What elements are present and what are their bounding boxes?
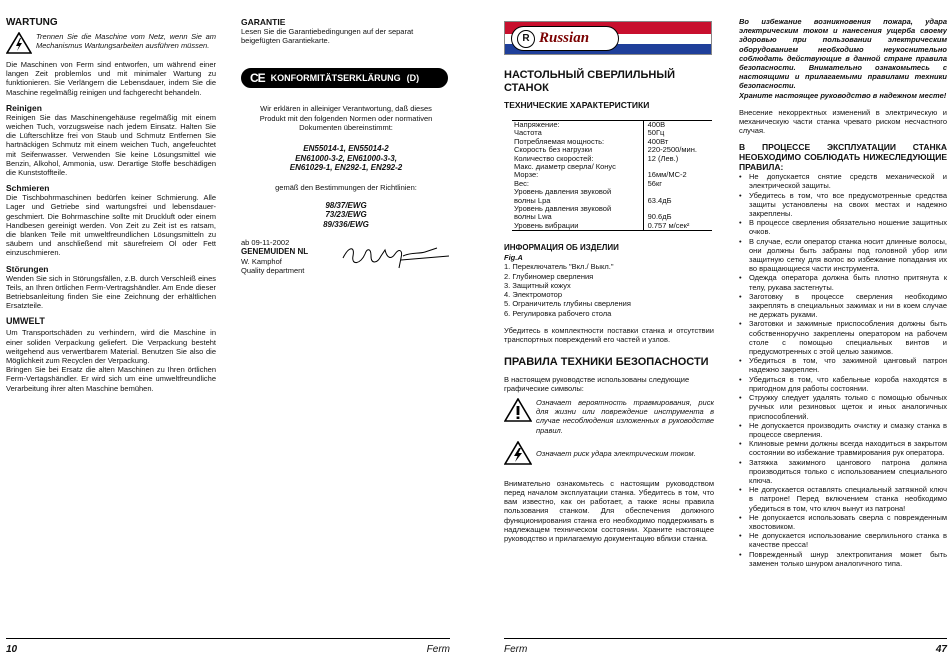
- spec-label: Морзе:: [514, 170, 539, 180]
- warning-triangle-icon: [6, 32, 32, 54]
- list-item: • Клиновые ремни должны всегда находиться в закрытом состоянии во избежание травмирования рук оператора.: [739, 439, 947, 457]
- norms-list: [241, 144, 451, 173]
- symbol-injury-text: Означает вероятность травмирования, риск для жизни или повреждение инструмента в случае несоблюдения изложенных в руководстве правил.: [536, 398, 714, 435]
- declaration-place: GENEMUIDEN NL: [241, 247, 309, 257]
- declaration-department: Quality department: [241, 265, 305, 275]
- cleaning-text: Reinigen Sie das Maschinengehäuse regelmäßig mit einem weichen Tuch, vorzugsweise nach jedem Einsatz. Halten Sie die Lüfterschlitze frei von Staub und Schmutz Entfernen Sie hartnäckigen Schmutz mit einem weichen Tuch, angefeuchtet mit Seifenwasser. Verwenden Sie keine Lösungsmittel wie Benzin, Alkohol, Ammonia, usw. Derartige Stoffe beschädigen die Kunststoffteile.: [6, 112, 216, 178]
- language-banner: [504, 21, 712, 55]
- spec-label: Уровень давления звуковой: [514, 187, 612, 197]
- norm-line: EN61029-1, EN292-1, EN292-2: [289, 163, 403, 173]
- spec-label: Макс. диаметр сверла/ Конус: [514, 162, 616, 172]
- symbol-electric-text: Означает риск удара электрическим током.: [536, 448, 696, 458]
- list-item: • Одежда оператора должна быть плотно притянута к телу, рукава застегнуты.: [739, 273, 947, 291]
- completeness-text: Убедитесь в комплектности поставки станка и отсутствии транспортных повреждений его частей и узлов.: [504, 325, 714, 344]
- changes-warning-text: Внесение некорректных изменений в электрическую и механическую части станка чревато риском несчастного случая.: [739, 107, 947, 136]
- table-row: [512, 222, 712, 231]
- list-item: • Заготовки и зажимные приспособления должны быть собственноручно закреплены оператором на рабочем столе с помощью специальных винтов и предусмотренных с этой целью зажимов.: [739, 319, 947, 356]
- list-item: • Стружку следует удалять только с помощью обычных ручных или резиновых щеток и иных аналогичных приспособлений.: [739, 393, 947, 421]
- table-row: [512, 121, 712, 130]
- spec-label: Количество скоростей:: [514, 153, 594, 163]
- left-column-1: [6, 17, 216, 393]
- maintenance-heading: WARTUNG: [6, 17, 58, 28]
- list-item: 6. Регулировка рабочего стола: [504, 308, 612, 318]
- signature-block: [241, 238, 451, 278]
- product-title: НАСТОЛЬНЫЙ СВЕРЛИЛЬНЫЙ СТАНОК: [504, 69, 676, 94]
- maintenance-warning: [6, 32, 216, 54]
- spec-label: волны Lwa: [514, 212, 552, 222]
- lubrication-text: Die Tischbohrmaschinen bedürfen keiner Schmierung. Alle Lager und Getriebe sind wartungsfrei und lebensdauer-geschmiert. Die Bohrmaschine sollte mit Druckluft oder einem Handbesen gereinigt werden. Von Zeit zu Zeit ist es ratsam, die blanken Teile mit umweltfreundlichen Lösungsmitteln zu säubern und anschließend mit säurefreiem Ol oder Fett einzuschmieren.: [6, 193, 216, 258]
- directive-line: 89/336/EWG: [323, 219, 369, 229]
- language-name: Russian: [539, 29, 590, 46]
- spec-label: Частота: [514, 128, 542, 138]
- left-footer-brand: Ferm: [426, 643, 450, 655]
- environment-text-1: Um Transportschäden zu verhindern, wird die Maschine in einer soliden Verpackung geliefert. Die Verpackung besteht weitgehend aus verwertbarem Material. Benutzen Sie also die Möglichkeit zum Recyclen der Verpackung.: [6, 328, 216, 366]
- table-row: [512, 171, 712, 179]
- norm-line: EN61000-3-2, EN61000-3-3,: [295, 153, 397, 163]
- guarantee-heading: GARANTIE: [241, 17, 286, 27]
- faults-text: Wenden Sie sich in Störungsfällen, z.B. durch Verschleiß eines Teils, an Ihren örtlichen Ferm-Vertragshändler. Am Ende dieser Betriebsanleitung finden Sie eine Zeichnung der erhältlichen Ersatzteile.: [6, 273, 216, 311]
- maintenance-intro: Die Maschinen von Ferm sind entworfen, um während einer langen Zeit problemlos und mit minimaler Wartung zu funktionieren. Sie Verlängern die Lebensdauer, indem Sie die Maschine regelmäßig reinigen und fachgerecht behandeln.: [6, 60, 216, 97]
- declaration-text: Wir erklären in alleiniger Verantwortung, daß dieses Produkt mit den folgenden Normen oder normativen Dokumenten übereinstimmt:: [259, 104, 433, 132]
- signature-image: [341, 242, 451, 272]
- right-footer: [504, 638, 947, 656]
- list-item: 4. Электромотор: [504, 290, 563, 300]
- list-item: 2. Глубиномер сверления: [504, 271, 594, 281]
- symbol-injury: [504, 398, 714, 435]
- spec-value: 50Гц: [643, 129, 712, 137]
- right-footer-brand: Ferm: [504, 643, 528, 655]
- list-item: • Не допускается производить очистку и смазку станка в процессе сверления.: [739, 421, 947, 439]
- cleaning-heading: Reinigen: [6, 102, 42, 113]
- list-item: • Затяжка зажимного цангового патрона должна производиться только с использованием специального ключа.: [739, 458, 947, 486]
- list-item: • Не допускается использовать сверла с поврежденным хвостовиком.: [739, 513, 947, 531]
- spec-label: Скорость без нагрузки: [514, 145, 593, 155]
- spec-value: 63.4дБ: [643, 197, 712, 205]
- list-item: • Убедиться в том, что зажимной цанговый патрон надежно закреплен.: [739, 356, 947, 374]
- directive-intro: gemäß den Bestimmungen der Richtlinien:: [275, 182, 417, 192]
- list-item: 1. Переключатель "Вкл./ Выкл.": [504, 262, 614, 272]
- list-item: • Не допускается использование сверлильного станка в качестве пресса!: [739, 531, 947, 549]
- lubrication-heading: Schmieren: [6, 183, 50, 194]
- right-page-number: 47: [935, 643, 947, 655]
- list-item: • Убедиться в том, что кабельные короба находятся в пригодном для работы состоянии.: [739, 375, 947, 393]
- spec-value: 220-2500/мин.: [643, 146, 712, 154]
- left-footer: [6, 638, 450, 656]
- spec-label: Уровень вибрации: [514, 220, 579, 230]
- spec-value: 400В: [643, 121, 712, 130]
- directive-line: 73/23/EWG: [325, 210, 367, 220]
- spec-value: 16мм/МС-2: [643, 171, 712, 179]
- safety-heading: ПРАВИЛА ТЕХНИКИ БЕЗОПАСНОСТИ: [504, 356, 709, 369]
- language-letter-icon: R: [517, 30, 535, 48]
- environment-text-2: Bringen Sie bei Ersatz die alten Maschinen zu Ihren örtlichen Ferm-Vertagshändler. Er wird sich um eine umweltfreundliche Verarbeitung ihrer alten Maschine bemühen.: [6, 365, 216, 393]
- list-item: • Не допускается снятие средств механической и электрической защиты.: [739, 172, 947, 190]
- maintenance-warning-text: Trennen Sie die Maschine vom Netz, wenn Sie am Mechanismus Wartungsarbeiten ausführen müssen.: [36, 32, 216, 51]
- faults-heading: Störungen: [6, 263, 49, 274]
- spec-value: 12 (Лев.): [643, 155, 712, 163]
- symbols-intro: В настоящем руководстве использованы следующие графические символы:: [504, 374, 690, 393]
- list-item: • Поврежденный шнур электропитания может быть заменен только шнуром аналогичного типа.: [739, 550, 947, 568]
- conformity-title: KONFORMITÄTSERKLÄRUNG: [270, 72, 401, 83]
- product-info-heading: ИНФОРМАЦИЯ ОБ ИЗДЕЛИИ: [504, 243, 619, 253]
- ce-mark-icon: CE: [250, 70, 265, 85]
- left-page-number: 10: [6, 643, 18, 655]
- electric-shock-icon: [504, 441, 532, 465]
- read-manual-text: Внимательно ознакомьтесь с настоящим руководством перед началом эксплуатации станка. Убедитесь в том, что вам известно, как он работает, а также ясны правила пользования станком. Для обеспечения должного функционирования станка его необходимо поддерживать в надлежащем техническом состоянии. Храните настоящее руководство и прилагаемую документацию вблизи станка.: [504, 478, 714, 544]
- spec-label: Напряжение:: [514, 120, 560, 129]
- guarantee-text: Lesen Sie die Garantiebedingungen auf der separat beigefügten Garantiekarte.: [241, 27, 414, 46]
- spec-label: Потребляемая мощность:: [514, 136, 605, 146]
- norm-line: EN55014-1, EN55014-2: [303, 144, 389, 154]
- declaration-date: ab 09-11-2002: [241, 238, 290, 248]
- declaration-person: W. Kamphof: [241, 256, 282, 266]
- directives-list: [241, 201, 451, 230]
- operation-rules-heading: В ПРОЦЕССЕ ЭКСПЛУАТАЦИИ СТАНКА НЕОБХОДИМО СОБЛЮДАТЬ НИЖЕСЛЕДУЮЩИЕ ПРАВИЛА:: [739, 142, 947, 172]
- parts-list: [504, 262, 714, 317]
- list-item: 5. Ограничитель глубины сверления: [504, 299, 631, 309]
- right-column-4: [739, 17, 947, 568]
- directive-line: 98/37/EWG: [325, 200, 367, 210]
- spec-label: волны Lpa: [514, 195, 551, 205]
- keep-manual-text: Храните настоящее руководство в надежном месте!: [739, 90, 947, 100]
- spec-value: 90.6дБ: [643, 213, 712, 221]
- conformity-lang: (D): [406, 72, 420, 83]
- tech-specs-heading: ТЕХНИЧЕСКИЕ ХАРАКТЕРИСТИКИ: [504, 100, 650, 110]
- environment-heading: UMWELT: [6, 316, 45, 327]
- list-item: 3. Защитный кожух: [504, 280, 571, 290]
- symbol-electric: [504, 441, 714, 465]
- conformity-banner: [241, 68, 448, 88]
- spec-label: Уровень давления звуковой: [514, 204, 612, 214]
- safety-warning-text: Во избежание возникновения пожара, удара электрическим током и нанесения ущерба своему здоровью при пользовании электрическим оборудованием необходимо неукоснительно соблюдать действующие в данной стране правила безопасности. Внимательно ознакомьтесь с настоящими и прилагаемыми правилами техники безопасности.: [739, 17, 947, 91]
- list-item: • Убедитесь в том, что все предусмотренные средства защиты установлены на своих местах и надежно закреплены.: [739, 191, 947, 219]
- list-item: • Не допускается оставлять специальный затяжной ключ в патроне! Перед включением станка необходимо убедиться в том, что ключ вынут из патрона!: [739, 485, 947, 513]
- spec-table: [512, 120, 712, 231]
- spec-value: 56кг: [643, 180, 712, 188]
- list-item: • В случае, если оператор станка носит длинные волосы, они должны быть забраны под головной убор или защитную сетку для волос во избежание попадания их во вращающиеся части инструмента.: [739, 237, 947, 274]
- operation-rules-list: [739, 172, 947, 568]
- warning-exclamation-icon: [504, 398, 532, 422]
- figure-label: Fig.A: [504, 253, 523, 263]
- spec-value: 400Вт: [643, 138, 712, 146]
- spec-label: Вес:: [514, 178, 530, 188]
- list-item: • В процессе сверления обязательно ношение защитных очков.: [739, 218, 947, 236]
- list-item: • Заготовку в процессе сверления необходимо закреплять в специальных зажимах и ни в коем случае не держать руками.: [739, 292, 947, 320]
- left-column-2: [241, 17, 451, 278]
- language-label: [511, 26, 619, 51]
- spec-value: 0.757 м/сек²: [643, 222, 712, 231]
- right-column-3: [504, 17, 714, 543]
